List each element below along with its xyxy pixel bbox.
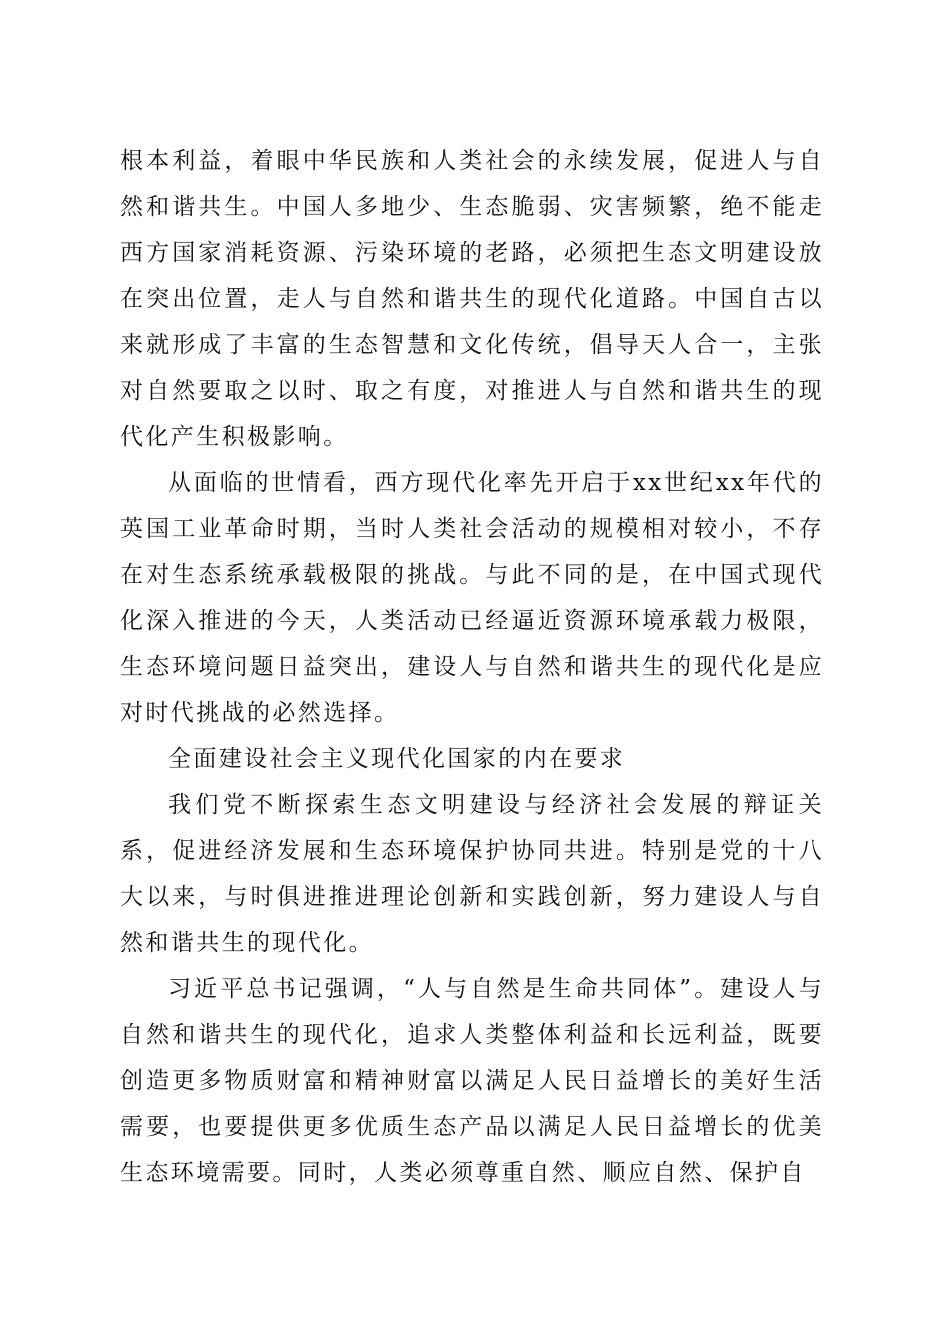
paragraph-world-situation: 从面临的世情看，西方现代化率先开启于xx世纪xx年代的英国工业革命时期，当时人类社会活动的规模相对较小，不存在对生态系统承载极限的挑战。与此不同的是，在中国式现代化深入推进的今天，人类活动已经逼近资源环境承载力极限，生态环境问题日益突出，建设人与自然和谐共生的现代化是应对时代挑战的必然选择。 bbox=[120, 470, 824, 726]
document-body bbox=[120, 138, 824, 1196]
section-heading: 全面建设社会主义现代化国家的内在要求 bbox=[168, 746, 626, 772]
paragraph-xi-quote: 习近平总书记强调，“人与自然是生命共同体”。建设人与自然和谐共生的现代化，追求人类整体利益和长远利益，既要创造更多物质财富和精神财富以满足人民日益增长的美好生活需要，也要提供更多优质生态产品以满足人民日益增长的优美生态环境需要。同时，人类必须尊重自然、顺应自然、保护自 bbox=[120, 976, 824, 1186]
paragraph-continuation: 根本利益，着眼中华民族和人类社会的永续发展，促进人与自然和谐共生。中国人多地少、生态脆弱、灾害频繁，绝不能走西方国家消耗资源、污染环境的老路，必须把生态文明建设放在突出位置，走人与自然和谐共生的现代化道路。中国自古以来就形成了丰富的生态智慧和文化传统，倡导天人合一，主张对自然要取之以时、取之有度，对推进人与自然和谐共生的现代化产生积极影响。 bbox=[120, 148, 824, 450]
paragraph-party-exploration: 我们党不断探索生态文明建设与经济社会发展的辩证关系，促进经济发展和生态环境保护协同共进。特别是党的十八大以来，与时俱进推进理论创新和实践创新，努力建设人与自然和谐共生的现代化。 bbox=[120, 792, 824, 956]
